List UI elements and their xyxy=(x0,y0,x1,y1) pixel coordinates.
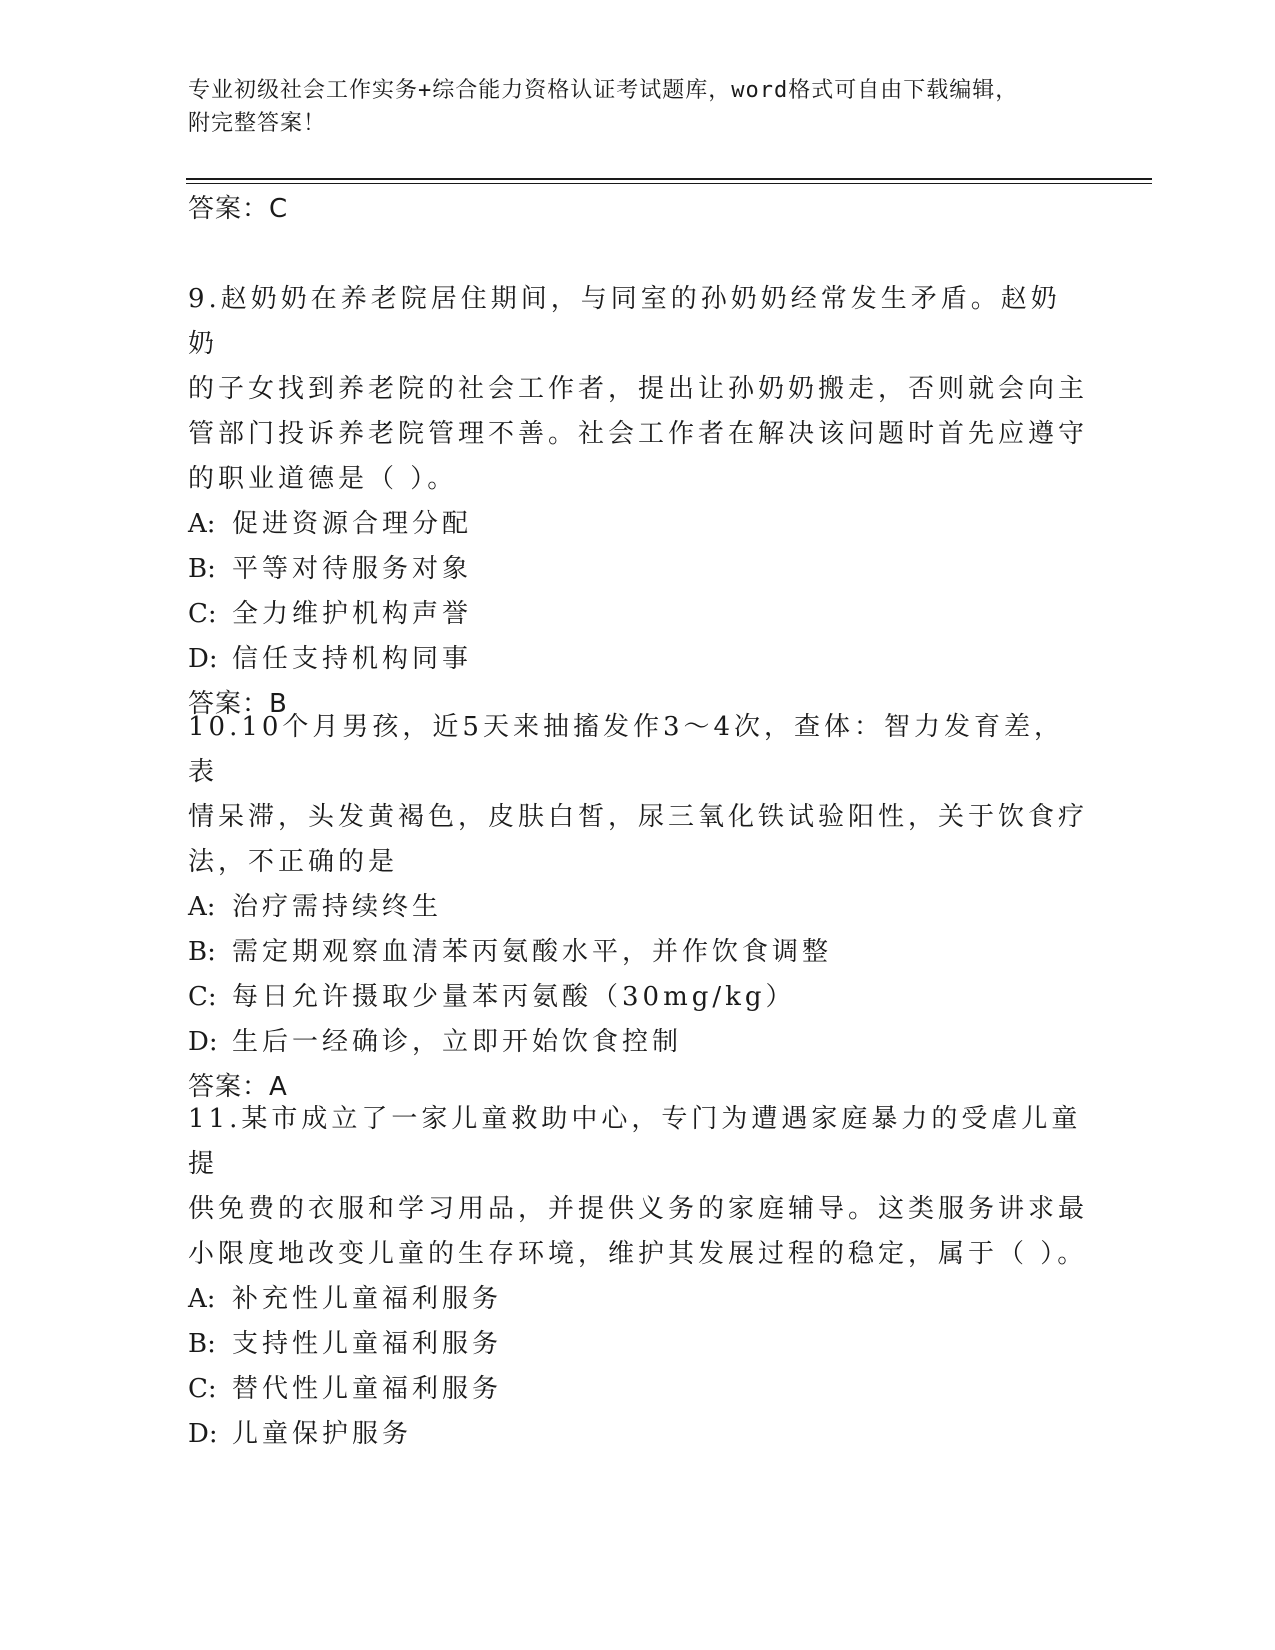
question-text xyxy=(188,1097,1088,1277)
option-key: B: xyxy=(188,1329,216,1359)
header-line-1: 专业初级社会工作实务+综合能力资格认证考试题库，word格式可自由下载编辑， xyxy=(188,78,1019,103)
option-text: 全力维护机构声誉 xyxy=(232,599,473,629)
option-text: 儿童保护服务 xyxy=(232,1419,413,1449)
option-key: D: xyxy=(188,644,218,674)
question-line: 10.10个月男孩，近5天来抽搐发作3～4次，查体：智力发育差，表 xyxy=(188,712,1065,787)
header-rule-thick xyxy=(186,178,1152,180)
question-line: 小限度地改变儿童的生存环境，维护其发展过程的稳定，属于（ ）。 xyxy=(188,1239,1088,1269)
header-line-2: 附完整答案！ xyxy=(188,111,327,136)
option-d xyxy=(188,1020,1088,1065)
question-line: 9.赵奶奶在养老院居住期间，与同室的孙奶奶经常发生矛盾。赵奶奶 xyxy=(188,284,1061,359)
question-line: 法，不正确的是 xyxy=(188,847,399,877)
option-text: 需定期观察血清苯丙氨酸水平，并作饮食调整 xyxy=(232,937,833,967)
prev-answer: 答案：C xyxy=(188,194,289,224)
page-header xyxy=(188,74,1078,140)
option-text: 平等对待服务对象 xyxy=(232,554,473,584)
option-text: 促进资源合理分配 xyxy=(232,509,473,539)
option-b xyxy=(188,1322,1088,1367)
option-b xyxy=(188,930,1088,975)
question-line: 的职业道德是（ ）。 xyxy=(188,464,458,494)
answer-label: 答案：A xyxy=(188,1072,288,1102)
option-text: 每日允许摄取少量苯丙氨酸（30mg/kg） xyxy=(232,982,796,1012)
option-text: 生后一经确诊，立即开始饮食控制 xyxy=(232,1027,683,1057)
option-key: D: xyxy=(188,1419,218,1449)
question-line: 供免费的衣服和学习用品，并提供义务的家庭辅导。这类服务讲求最 xyxy=(188,1194,1089,1224)
option-b xyxy=(188,547,1088,592)
answer-label: 答案：B xyxy=(188,689,288,719)
option-a xyxy=(188,885,1088,930)
question-line: 情呆滞，头发黄褐色，皮肤白皙，尿三氧化铁试验阳性，关于饮食疗 xyxy=(188,802,1089,832)
option-a xyxy=(188,502,1088,547)
option-c xyxy=(188,1367,1088,1412)
option-text: 补充性儿童福利服务 xyxy=(232,1284,503,1314)
question-line: 11.某市成立了一家儿童救助中心，专门为遭遇家庭暴力的受虐儿童提 xyxy=(188,1104,1082,1179)
option-d xyxy=(188,1412,1088,1457)
option-key: B: xyxy=(188,937,216,967)
question-line: 的子女找到养老院的社会工作者，提出让孙奶奶搬走，否则就会向主 xyxy=(188,374,1089,404)
option-key: C: xyxy=(188,982,217,1012)
option-c xyxy=(188,975,1088,1020)
header-rule-thin xyxy=(186,183,1152,184)
option-text: 治疗需持续终生 xyxy=(232,892,443,922)
option-c xyxy=(188,592,1088,637)
option-text: 支持性儿童福利服务 xyxy=(232,1329,503,1359)
option-a xyxy=(188,1277,1088,1322)
option-text: 替代性儿童福利服务 xyxy=(232,1374,503,1404)
option-key: B: xyxy=(188,554,216,584)
question-9 xyxy=(188,277,1088,726)
question-11 xyxy=(188,1097,1088,1457)
question-text xyxy=(188,277,1088,502)
question-line: 管部门投诉养老院管理不善。社会工作者在解决该问题时首先应遵守 xyxy=(188,419,1089,449)
option-key: A: xyxy=(188,892,216,922)
question-10 xyxy=(188,705,1088,1109)
question-text xyxy=(188,705,1088,885)
option-key: A: xyxy=(188,1284,216,1314)
option-key: C: xyxy=(188,599,217,629)
option-key: C: xyxy=(188,1374,217,1404)
option-text: 信任支持机构同事 xyxy=(232,644,473,674)
option-key: D: xyxy=(188,1027,218,1057)
option-key: A: xyxy=(188,509,216,539)
option-d xyxy=(188,637,1088,682)
